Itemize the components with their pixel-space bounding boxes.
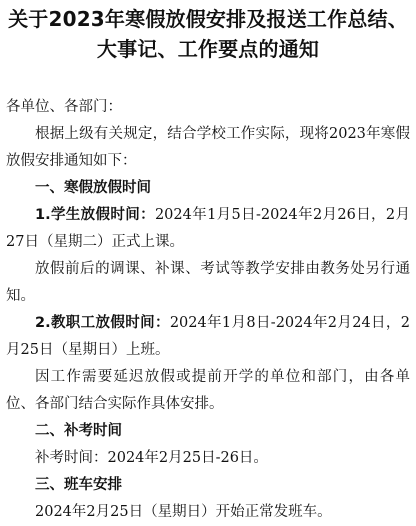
section-2-heading: 二、补考时间: [35, 423, 122, 439]
staff-holiday-text: 2024年1月8日-2024年2月24日，2月25日（星期日）上班。: [6, 315, 410, 358]
staff-holiday-paragraph: [6, 310, 410, 364]
title-line-2: 大事记、工作要点的通知: [96, 37, 320, 61]
student-holiday-lead: 1.学生放假时间：: [35, 207, 155, 223]
title-line-1: 关于2023年寒假放假安排及报送工作总结、: [8, 7, 408, 31]
document-body: [0, 94, 416, 526]
delay-arrangement-note: 因工作需要延迟放假或提前开学的单位和部门，由各单位、各部门结合实际作具体安排。: [6, 369, 410, 412]
student-holiday-paragraph: [6, 202, 410, 256]
intro-paragraph: 根据上级有关规定，结合学校工作实际，现将2023年寒假放假安排通知如下：: [6, 126, 410, 169]
salutation: 各单位、各部门：: [6, 99, 122, 115]
shuttle-bus-text: 2024年2月25日（星期日）开始正常发班车。: [35, 504, 332, 520]
student-holiday-text: 2024年1月5日-2024年2月26日，2月27日（星期二）正式上课。: [6, 207, 410, 250]
makeup-exam-text: 补考时间：2024年2月25日-26日。: [35, 450, 268, 466]
document-title: [0, 0, 416, 64]
staff-holiday-lead: 2.教职工放假时间：: [35, 315, 170, 331]
section-3-heading: 三、班车安排: [35, 477, 122, 493]
section-1-heading: 一、寒假放假时间: [35, 180, 151, 196]
teaching-arrangement-note: 放假前后的调课、补课、考试等教学安排由教务处另行通知。: [6, 261, 410, 304]
